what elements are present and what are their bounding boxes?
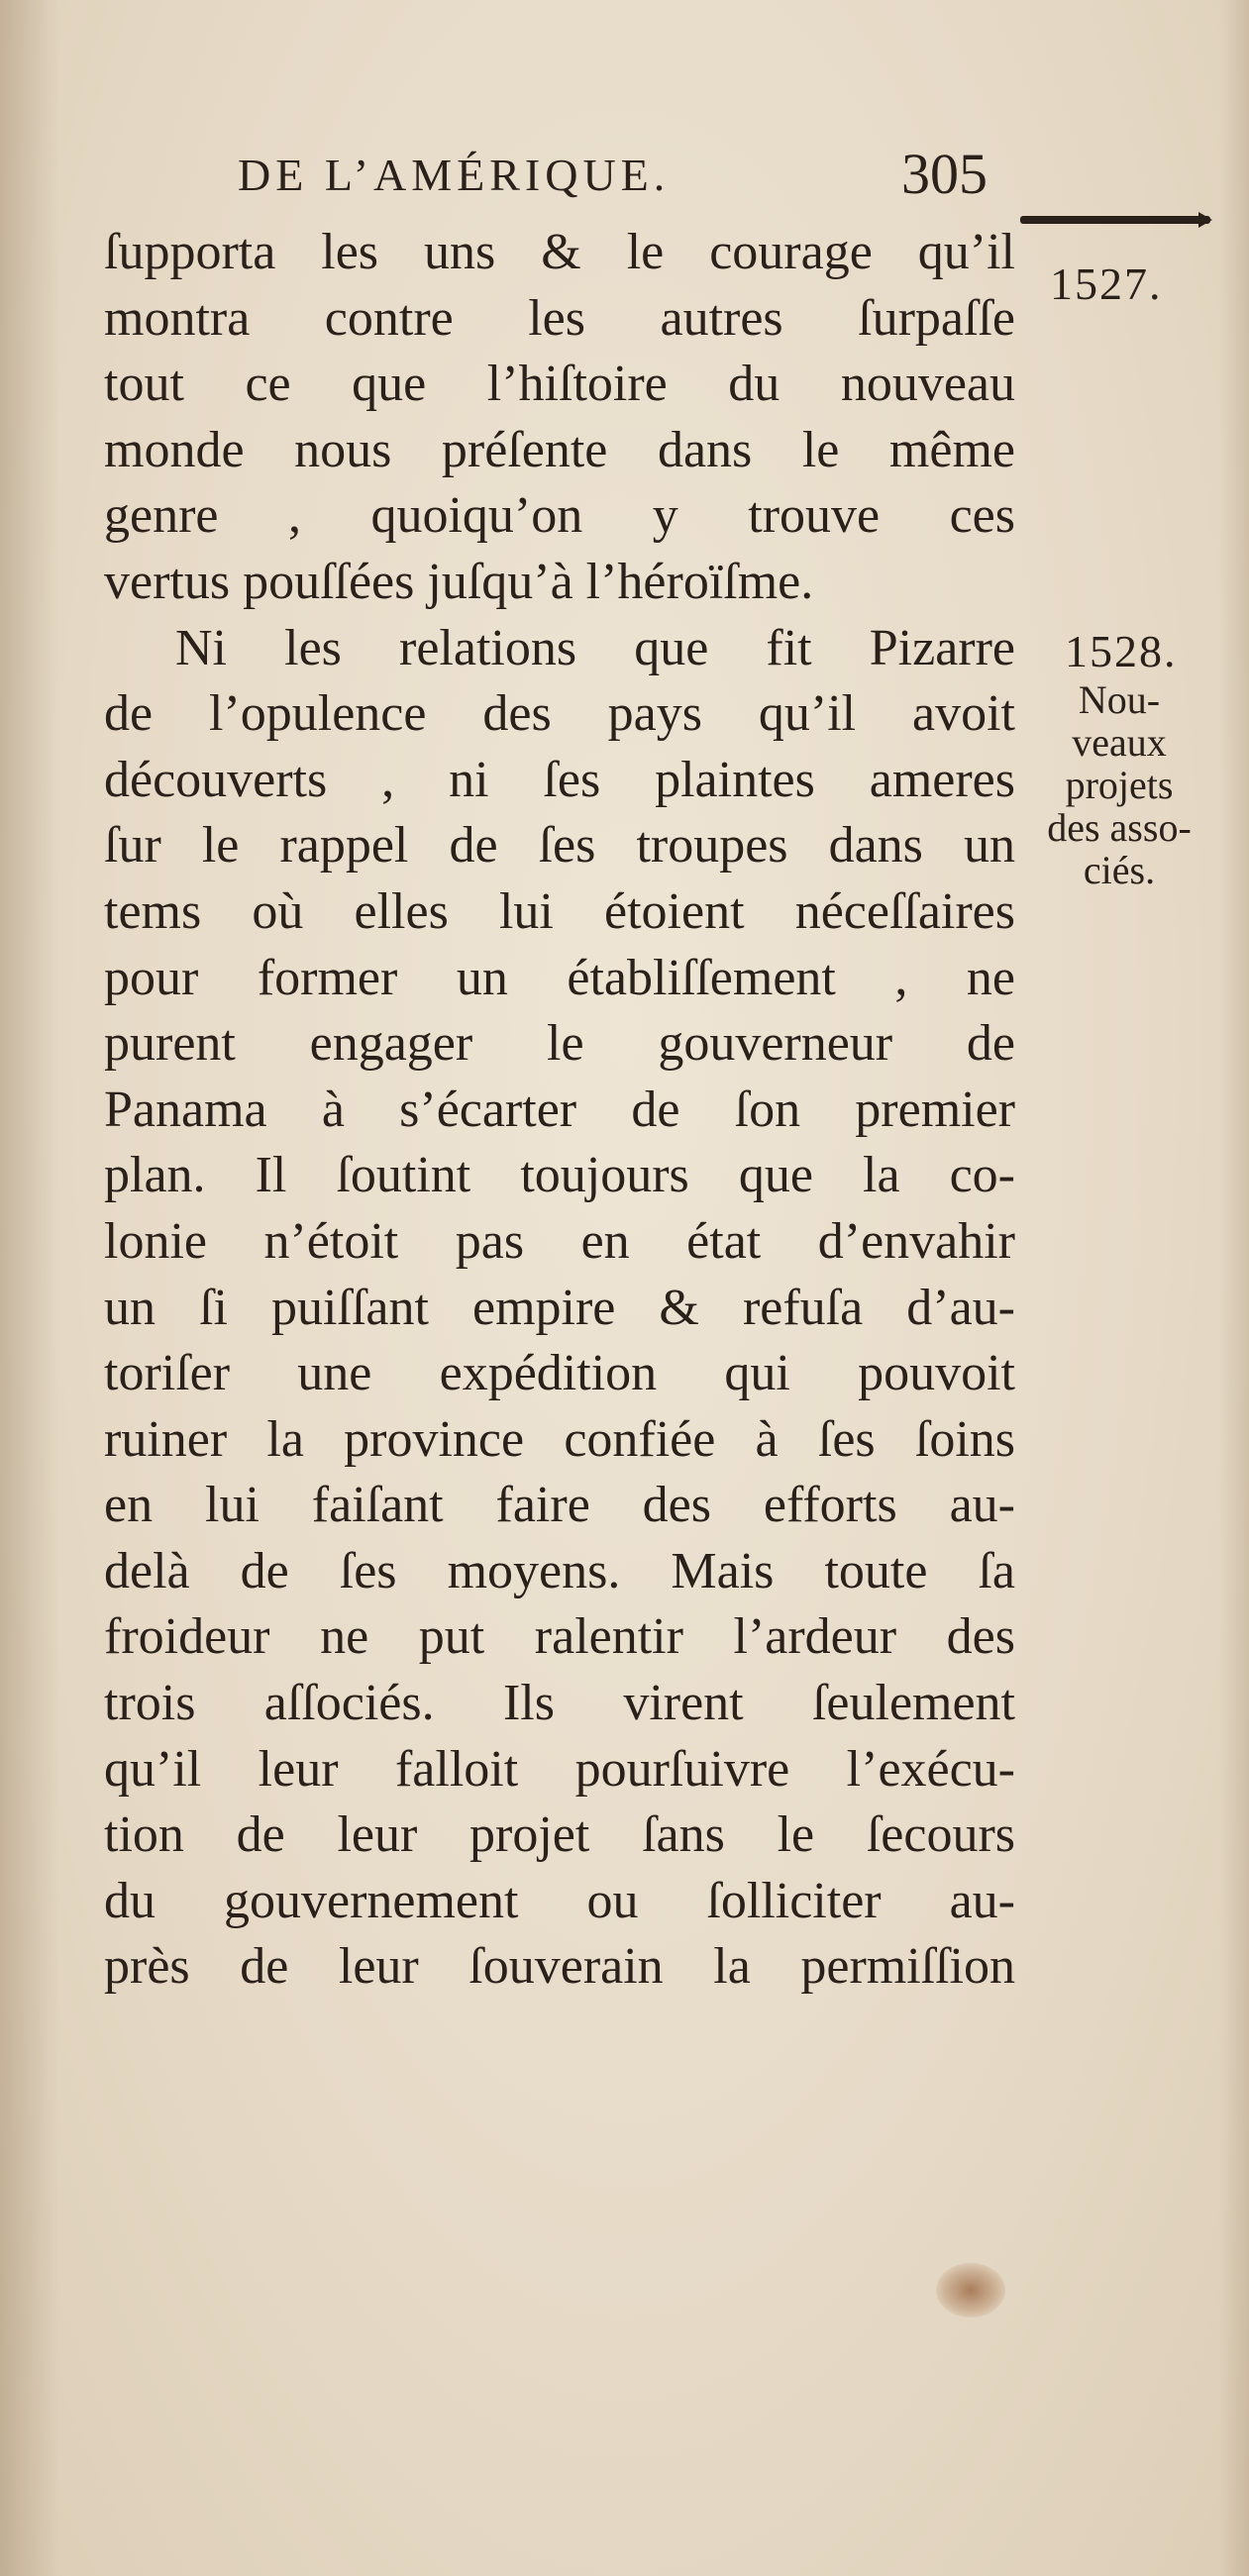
- text-line: trois aſſociés. Ils virent ſeulement: [104, 1675, 1015, 1732]
- text-line: montra contre les autres ſurpaſſe: [104, 289, 1015, 347]
- margin-side-note: [1020, 678, 1218, 891]
- body-text: [104, 220, 1015, 2001]
- spine-shadow: [0, 0, 59, 2576]
- text-line: froideur ne put ralentir l’ardeur des: [104, 1608, 1015, 1666]
- text-line: monde nous préſente dans le même: [104, 421, 1015, 478]
- side-note-line: ciés.: [1083, 848, 1156, 892]
- page-number: 305: [901, 142, 988, 206]
- text-line: près de leur ſouverain la permiſſion: [104, 1938, 1015, 1996]
- text-line: delà de ſes moyens. Mais toute ſa: [104, 1542, 1015, 1599]
- text-line: plan. Il ſoutint toujours que la co-: [104, 1147, 1015, 1204]
- text-line: en lui faiſant faire des efforts au-: [104, 1477, 1015, 1534]
- header-rule: [1020, 216, 1210, 224]
- page-header: [238, 142, 1030, 208]
- text-line: tion de leur projet ſans le ſecours: [104, 1806, 1015, 1864]
- text-line: Panama à s’écarter de ſon premier: [104, 1081, 1015, 1138]
- text-line: toriſer une expédition qui pouvoit: [104, 1345, 1015, 1402]
- side-note-line: veaux: [1072, 720, 1167, 765]
- running-title: DE L’AMÉRIQUE.: [238, 150, 671, 200]
- side-note-line: projets: [1065, 763, 1174, 807]
- text-line: genre , quoiqu’on y trouve ces: [104, 487, 1015, 545]
- text-line: de l’opulence des pays qu’il avoit: [104, 685, 1015, 743]
- text-line: Ni les relations que fit Pizarre: [175, 619, 1015, 676]
- page-edge-shadow: [1219, 0, 1249, 2576]
- text-line: vertus pouſſées juſqu’à l’héroïſme.: [104, 553, 814, 610]
- text-line: tems où elles lui étoient néceſſaires: [104, 882, 1015, 940]
- text-line: ſupporta les uns & le courage qu’il: [104, 224, 1015, 280]
- text-line: tout ce que l’hiſtoire du nouveau: [104, 356, 1015, 413]
- text-line: ruiner la province confiée à ſes ſoins: [104, 1410, 1015, 1468]
- text-line: ſur le rappel de ſes troupes dans un: [104, 817, 1015, 875]
- side-note-line: des asso-: [1047, 805, 1192, 850]
- text-line: purent engager le gouverneur de: [104, 1015, 1015, 1073]
- margin-year-1527: 1527.: [1050, 258, 1163, 309]
- text-line: qu’il leur falloit pourſuivre l’exécu-: [104, 1740, 1015, 1798]
- text-line: un ſi puiſſant empire & refuſa d’au-: [104, 1279, 1015, 1336]
- header-rule-tip: [1198, 212, 1212, 228]
- margin-year-1528: 1528.: [1065, 626, 1178, 676]
- text-line: découverts , ni ſes plaintes ameres: [104, 751, 1015, 808]
- text-line: pour former un établiſſement , ne: [104, 949, 1015, 1006]
- text-line: lonie n’étoit pas en état d’envahir: [104, 1212, 1015, 1270]
- side-note-line: Nou-: [1078, 677, 1161, 722]
- paper-stain: [936, 2263, 1005, 2318]
- text-line: du gouvernement ou ſolliciter au-: [104, 1872, 1015, 1929]
